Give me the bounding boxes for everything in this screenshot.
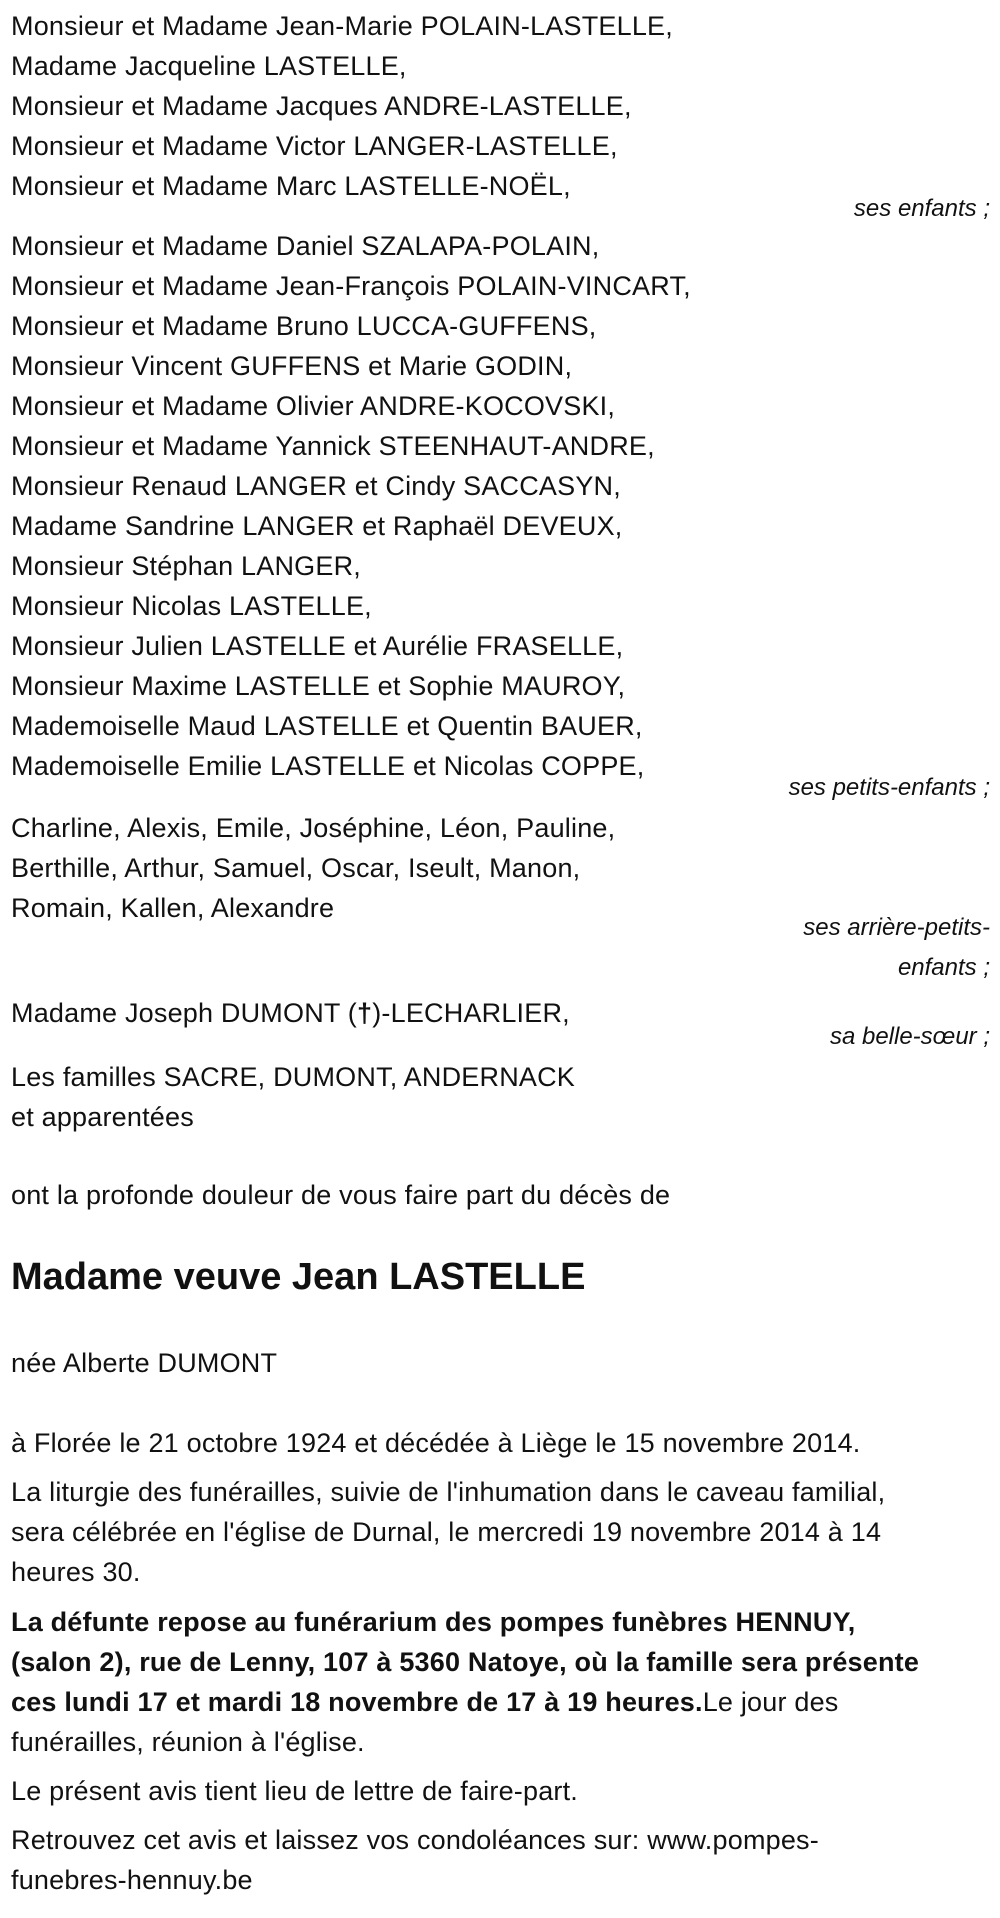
paragraph-line: heures 30. (11, 1557, 141, 1587)
birth-death-paragraph (11, 1423, 861, 1463)
family-member-line (11, 993, 570, 1033)
sister-in-law-line (11, 993, 570, 1033)
paragraph-line-bold: (salon 2), rue de Lenny, 107 à 5360 Natoye, où la famille sera présente (11, 1647, 920, 1677)
name-text: Madame Joseph DUMONT ( (11, 998, 358, 1028)
family-member-line: Monsieur et Madame Olivier ANDRE-KOCOVSKI, (11, 391, 616, 421)
statement-text: Le présent avis tient lieu de lettre de faire-part. (11, 1776, 579, 1806)
family-member-line: Berthille, Arthur, Samuel, Oscar, Iseult, Manon, (11, 853, 581, 883)
paragraph-line (11, 1682, 919, 1722)
paragraph-line: Retrouvez cet avis et laissez vos condoléances sur: www.pompes- (11, 1825, 819, 1855)
maiden-name (11, 1343, 277, 1383)
families-list (11, 1057, 575, 1137)
relation-text: ses arrière-petits- (803, 914, 990, 941)
announcement-text (11, 1175, 670, 1215)
family-member-line: et apparentées (11, 1102, 194, 1132)
family-member-line: Monsieur Renaud LANGER et Cindy SACCASYN, (11, 471, 621, 501)
family-member-line: Monsieur Stéphan LANGER, (11, 551, 361, 581)
relation-text: enfants ; (897, 954, 990, 981)
family-member-line: Monsieur et Madame Daniel SZALAPA-POLAIN, (11, 231, 600, 261)
maiden-name-text: née Alberte DUMONT (11, 1348, 278, 1378)
paragraph-line: funérailles, réunion à l'église. (11, 1727, 365, 1757)
family-member-line: Les familles SACRE, DUMONT, ANDERNACK (11, 1062, 576, 1092)
family-member-line: Madame Sandrine LANGER et Raphaël DEVEUX, (11, 511, 623, 541)
family-member-line: Monsieur Julien LASTELLE et Aurélie FRASELLE, (11, 631, 624, 661)
family-member-line: Mademoiselle Emilie LASTELLE et Nicolas COPPE, (11, 751, 645, 781)
liturgy-paragraph (11, 1472, 885, 1592)
deceased-name-heading: Madame veuve Jean LASTELLE (11, 1256, 586, 1298)
paragraph-text: Le jour des (702, 1687, 839, 1717)
paragraph-line: sera célébrée en l'église de Durnal, le mercredi 19 novembre 2014 à 14 (11, 1517, 882, 1547)
paragraph-line: La liturgie des funérailles, suivie de l'inhumation dans le caveau familial, (11, 1477, 886, 1507)
family-member-line: Mademoiselle Maud LASTELLE et Quentin BAUER, (11, 711, 643, 741)
relation-label-grandchildren (760, 768, 990, 808)
visitation-hours-text: ces lundi 17 et mardi 18 novembre de 17 à 19 heures. (11, 1687, 703, 1717)
family-member-line: Monsieur et Madame Marc LASTELLE-NOËL, (11, 171, 571, 201)
relation-label-sister-in-law (760, 1017, 990, 1057)
family-member-line: Monsieur et Madame Yannick STEENHAUT-ANDRE, (11, 431, 655, 461)
family-member-line: Monsieur et Madame Victor LANGER-LASTELLE, (11, 131, 618, 161)
notice-statement (11, 1771, 578, 1811)
great-grandchildren-list (11, 808, 615, 928)
children-list (11, 6, 673, 206)
family-member-line: Monsieur et Madame Jean-Marie POLAIN-LASTELLE, (11, 11, 673, 41)
relation-label-great-grandchildren (760, 908, 990, 988)
family-member-line: Madame Jacqueline LASTELLE, (11, 51, 407, 81)
family-member-line: Romain, Kallen, Alexandre (11, 893, 335, 923)
condolences-paragraph (11, 1820, 819, 1900)
relation-text: ses petits-enfants ; (788, 774, 990, 801)
family-member-line: Monsieur et Madame Jacques ANDRE-LASTELLE, (11, 91, 632, 121)
family-member-line: Charline, Alexis, Emile, Joséphine, Léon, Pauline, (11, 813, 616, 843)
visitation-paragraph (11, 1602, 919, 1762)
birth-death-text: à Florée le 21 octobre 1924 et décédée à Liège le 15 novembre 2014. (11, 1428, 861, 1458)
dagger-icon: † (357, 998, 373, 1028)
family-member-line: Monsieur Nicolas LASTELLE, (11, 591, 372, 621)
relation-text: ses enfants ; (853, 195, 990, 222)
website-link-text: funebres-hennuy.be (11, 1865, 253, 1895)
name-text: )-LECHARLIER, (372, 998, 570, 1028)
relation-text: sa belle-sœur ; (829, 1023, 990, 1050)
grandchildren-list (11, 226, 691, 786)
family-member-line: Monsieur et Madame Bruno LUCCA-GUFFENS, (11, 311, 597, 341)
family-member-line: Monsieur Maxime LASTELLE et Sophie MAUROY, (11, 671, 626, 701)
family-member-line: Monsieur Vincent GUFFENS et Marie GODIN, (11, 351, 573, 381)
announcement-line: ont la profonde douleur de vous faire part du décès de (11, 1180, 671, 1210)
relation-label-children (760, 189, 990, 229)
paragraph-line-bold: La défunte repose au funérarium des pompes funèbres HENNUY, (11, 1607, 856, 1637)
family-member-line: Monsieur et Madame Jean-François POLAIN-VINCART, (11, 271, 691, 301)
